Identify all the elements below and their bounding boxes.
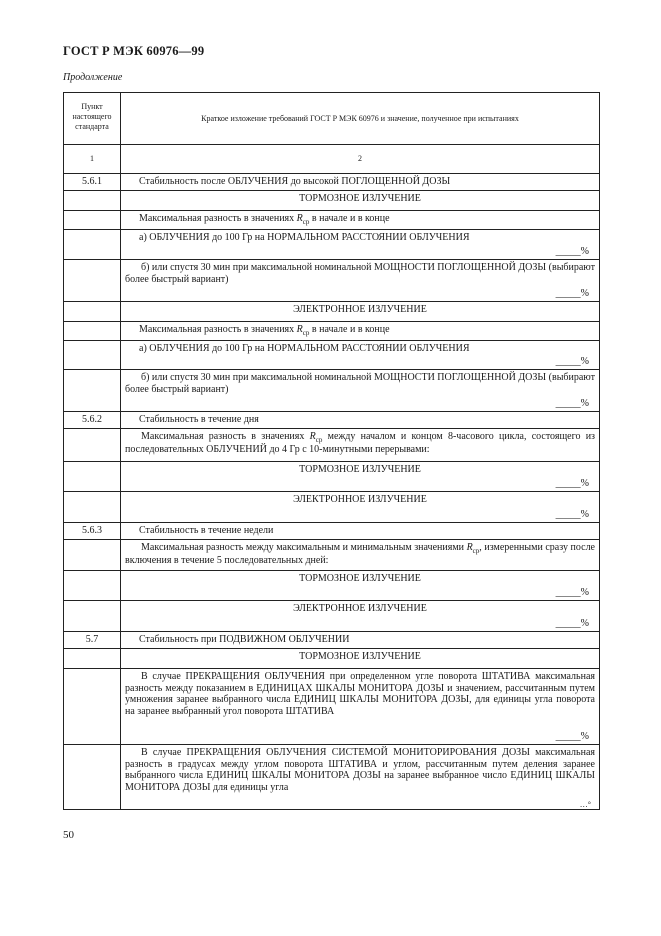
- col1-header: Пункт настоящего стандарта: [64, 93, 121, 145]
- section-number: 5.6.3: [64, 523, 121, 540]
- percent-blank: _____%: [555, 508, 589, 520]
- electron-radiation-label: ЭЛЕКТРОННОЕ ИЗЛУЧЕНИЕ: [121, 302, 600, 322]
- degree-blank: …°: [579, 799, 591, 809]
- percent-blank: _____%: [555, 355, 589, 367]
- table-row: [64, 540, 600, 571]
- item-a-text: а) ОБЛУЧЕНИЯ до 100 Гр на НОРМАЛЬНОМ РАССТОЯНИИ ОБЛУЧЕНИЯ: [139, 343, 470, 354]
- table-row: [64, 429, 600, 462]
- col1-number: 1: [64, 145, 121, 174]
- percent-blank: _____%: [555, 245, 589, 257]
- table-row: [64, 230, 600, 260]
- day-stability-text: Максимальная разность в значениях $R_{ср}$ между началом и концом 8-часового цикла, состоящего из последовательных ОБЛУЧЕНИЙ до 4 Гр с 10-минутными перерывами:: [121, 429, 600, 462]
- col2-header: Краткое изложение требований ГОСТ Р МЭК 60976 и значение, полученное при испытаниях: [121, 93, 600, 145]
- section-number: 5.6.1: [64, 174, 121, 191]
- brake-radiation-label: ТОРМОЗНОЕ ИЗЛУЧЕНИЕ: [299, 464, 421, 475]
- percent-blank: _____%: [555, 617, 589, 629]
- table-row: [64, 412, 600, 429]
- table-row: [64, 174, 600, 191]
- percent-blank: _____%: [555, 287, 589, 299]
- percent-blank: _____%: [555, 730, 589, 742]
- requirements-table: [63, 92, 600, 810]
- percent-blank: _____%: [555, 477, 589, 489]
- table-header-row: [64, 93, 600, 145]
- table-row: [64, 649, 600, 669]
- moving-irradiation-text-1: В случае ПРЕКРАЩЕНИЯ ОБЛУЧЕНИЯ при определенном угле поворота ШТАТИВА максимальная разность между показанием в ЕДИНИЦАХ ШКАЛЫ МОНИТОРА ДОЗЫ и значением, рассчитанным путем умножения заранее выбранного числа ЕДИНИЦ ШКАЛЫ МОНИТОРА ДОЗЫ, для единицы угла поворота на заранее выбранный угол поворота ШТАТИВА: [125, 671, 595, 717]
- item-b-text: б) или спустя 30 мин при максимальной номинальной МОЩНОСТИ ПОГЛОЩЕННОЙ ДОЗЫ (выбирают более быстрый вариант): [125, 262, 595, 285]
- table-row: [64, 601, 600, 632]
- brake-radiation-label: ТОРМОЗНОЕ ИЗЛУЧЕНИЕ: [299, 573, 421, 584]
- section-number: 5.6.2: [64, 412, 121, 429]
- table-row: [64, 523, 600, 540]
- continuation-label: Продолжение: [63, 72, 123, 83]
- brake-radiation-label: ТОРМОЗНОЕ ИЗЛУЧЕНИЕ: [121, 191, 600, 211]
- table-row: [64, 260, 600, 302]
- table-row: [64, 462, 600, 492]
- electron-radiation-label: ЭЛЕКТРОННОЕ ИЗЛУЧЕНИЕ: [293, 603, 427, 614]
- table-row: [64, 302, 600, 322]
- section-title: Стабильность после ОБЛУЧЕНИЯ до высокой ПОГЛОЩЕННОЙ ДОЗЫ: [121, 174, 600, 191]
- table-row: [64, 669, 600, 745]
- electron-radiation-label: ЭЛЕКТРОННОЕ ИЗЛУЧЕНИЕ: [293, 494, 427, 505]
- table-row: [64, 745, 600, 810]
- column-number-row: [64, 145, 600, 174]
- section-number: 5.7: [64, 632, 121, 649]
- table-row: [64, 492, 600, 523]
- table-row: [64, 191, 600, 211]
- percent-blank: _____%: [555, 397, 589, 409]
- document-header: ГОСТ Р МЭК 60976—99: [63, 44, 205, 58]
- brake-radiation-label: ТОРМОЗНОЕ ИЗЛУЧЕНИЕ: [121, 649, 600, 669]
- table-row: [64, 322, 600, 341]
- table-row: [64, 211, 600, 230]
- moving-irradiation-text-2: В случае ПРЕКРАЩЕНИЯ ОБЛУЧЕНИЯ СИСТЕМОЙ МОНИТОРИРОВАНИЯ ДОЗЫ максимальная разность в градусах между углом поворота ШТАТИВА и углом, рассчитанным путем деления заранее выбранного числа ЕДИНИЦ ШКАЛЫ МОНИТОРА ДОЗЫ на заранее выбранное число ЕДИНИЦ ШКАЛЫ МОНИТОРА ДОЗЫ для единицы угла: [125, 747, 595, 793]
- table-row: [64, 370, 600, 412]
- page-number: 50: [63, 829, 74, 841]
- section-title: Стабильность при ПОДВИЖНОМ ОБЛУЧЕНИИ: [121, 632, 600, 649]
- item-a-text: а) ОБЛУЧЕНИЯ до 100 Гр на НОРМАЛЬНОМ РАССТОЯНИИ ОБЛУЧЕНИЯ: [139, 232, 470, 243]
- section-title: Стабильность в течение дня: [121, 412, 600, 429]
- table-row: [64, 571, 600, 601]
- max-difference-text: Максимальная разность в значениях $R_{ср}$ в начале и в конце: [121, 322, 600, 341]
- col2-number: 2: [121, 145, 600, 174]
- week-stability-text: Максимальная разность между максимальным и минимальным значениями $R_{ср}$, измеренными сразу после включения в течение 5 последовательных дней:: [121, 540, 600, 571]
- section-title: Стабильность в течение недели: [121, 523, 600, 540]
- max-difference-text: Максимальная разность в значениях $R_{ср}$ в начале и в конце: [121, 211, 600, 230]
- percent-blank: _____%: [555, 586, 589, 598]
- table-row: [64, 341, 600, 370]
- table-row: [64, 632, 600, 649]
- item-b-text: б) или спустя 30 мин при максимальной номинальной МОЩНОСТИ ПОГЛОЩЕННОЙ ДОЗЫ (выбирают более быстрый вариант): [125, 372, 595, 395]
